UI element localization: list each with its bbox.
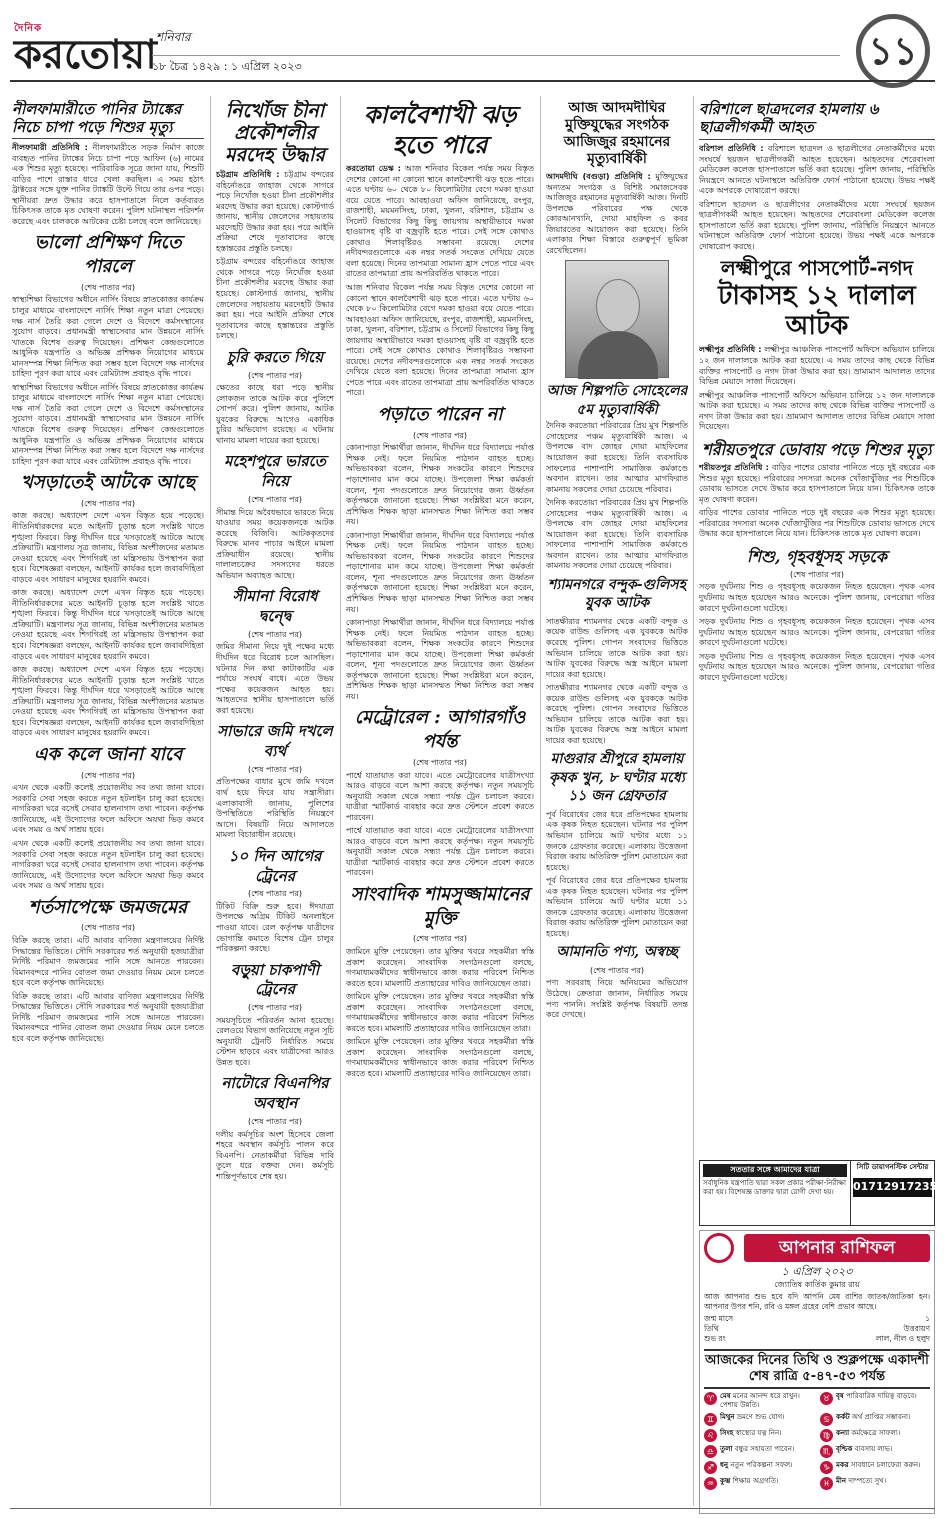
column-divider: [693, 96, 694, 1506]
article-shyamnagar: সাতক্ষীরার শ্যামনগর থেকে একটি বন্দুক ও কয়েক রাউন্ড গুলিসহ এক যুবককে আটক করেছে পুলিশ। গোপন সংবাদের ভিত্তিতে অভিযান চালিয়ে তাকে আটক করা হয়। আটক যুবকের বিরুদ্ধে অস্ত্র আইনে মামলা দায়ের করা হয়েছে।: [546, 616, 688, 679]
byline: আদমদীঘি (বগুড়া) প্রতিনিধি :: [546, 172, 651, 181]
headline-obituary[interactable]: আজ আদমদীঘির মুক্তিযুদ্ধের সংগঠক আজিজুর রহমানের মৃত্যুবার্ষিকী: [563, 100, 671, 167]
horoscope-title: আপনার রাশিফল: [744, 1234, 930, 1262]
headline-shimana[interactable]: সীমানা বিরোধ দ্বন্দ্বে: [232, 587, 318, 626]
sign-name: ধনু: [720, 1460, 729, 1469]
horoscope-banner: [700, 1231, 934, 1265]
column-divider: [540, 96, 541, 1506]
column-4: [546, 100, 688, 1505]
column-5: [699, 100, 935, 1155]
sign-text: সাবধানে চলাফেরা করুন।: [850, 1460, 921, 1469]
libra-icon: ♎: [704, 1445, 717, 1458]
article-text: নীলফামারীতে সড়ক নির্মাণ কাজে ব্যবহৃত পানির ট্যাঙ্কের নিচে চাপা পড়ে আফিন (৬) নামের এক শিশুর মৃত্যু হয়েছে। পারিবারিক সূত্রে জানা যায়, শিশুটি বাড়ির পাশে রাস্তার ধারে খেলা করছিল। এ সময় হঠাৎ ট্রাক্টরের সঙ্গে যুক্ত পানির ট্যাঙ্কটি উল্টে গিয়ে তার ওপর পড়ে। স্থানীয়রা দ্রুত উদ্ধার করে হাসপাতালে নিলে কর্তব্যরত চিকিৎসক তাকে মৃত ঘোষণা করেন। পুলিশ ঘটনাস্থল পরিদর্শন করেছে এবং চালককে আটকের চেষ্টা চলছে বলে জানিয়েছে।: [12, 143, 204, 226]
leo-icon: ♌: [704, 1429, 717, 1442]
sign-text: পারিবারিক দায়িত্ব বাড়বে।: [846, 1391, 917, 1400]
newspaper-logo: [14, 22, 157, 79]
article-barishal: [699, 144, 935, 197]
continued-label: (শেষ পাতার পর): [247, 889, 303, 899]
sign-item: [820, 1392, 930, 1410]
continued-label: (শেষ পাতার পর): [247, 1117, 303, 1127]
sign-name: কর্কট: [836, 1412, 850, 1421]
continued-label: (শেষ পাতার পর): [412, 757, 468, 767]
sign-name: কন্যা: [836, 1428, 850, 1437]
sign-text: নতুন পরিকল্পনা সফল।: [730, 1460, 793, 1469]
article-khosra: কাজ করছে। অধ্যাদেশ দেশে এখন বিস্তৃত হয়ে পড়েছে। নীতিনির্ধারকদের মতে আইনটি চূড়ান্ত হলে সংশ্লিষ্ট খাতে শৃঙ্খলা ফিরবে। কিন্তু দীর্ঘদিন ধরে খসড়াতেই আটকে আছে প্রক্রিয়াটি। মন্ত্রণালয় সূত্র জানায়, বিভিন্ন অংশীজনের মতামত নেওয়া হয়েছে এবং শিগগিরই তা মন্ত্রিসভায় উপস্থাপন করা হবে। বিশেষজ্ঞরা বলছেন, আইনটি কার্যকর হলে জবাবদিহিতা বাড়বে এবং সাধারণ মানুষের হয়রানি কমবে।: [12, 588, 204, 661]
continued-label: (শেষ পাতার পর): [412, 430, 468, 440]
scorpio-icon: ♏: [820, 1445, 833, 1458]
headline-borura[interactable]: বড়ুয়া চাকপাণী ট্রেনের: [230, 960, 320, 999]
sign-name: মিথুন: [720, 1412, 735, 1421]
article-ekkole: এখন থেকে একটি কলেই প্রয়োজনীয় সব তথ্য জানা যাবে। সরকারি সেবা সহজ করতে নতুন হটলাইন চালু করা হয়েছে। নাগরিকরা ঘরে বসেই সেবার হালনাগাদ তথ্য পাবেন। কর্তৃপক্ষ জানিয়েছে, এই উদ্যোগের ফলে অফিসে অযথা ভিড় কমবে এবং সময় ও অর্থ সাশ্রয় হবে।: [12, 838, 204, 891]
headline-churi[interactable]: চুরি করতে গিয়ে: [226, 347, 324, 366]
article-sangbadik: জামিনে মুক্তি পেয়েছেন। তার মুক্তির খবরে সহকর্মীরা স্বস্তি প্রকাশ করেছেন। সাংবাদিক সংগঠনগুলো বলছে, গণমাধ্যমকর্মীদের স্বাধীনভাবে কাজ করার পরিবেশ নিশ্চিত করতে হবে। মামলাটি প্রত্যাহারের দাবিও জানিয়েছেন তারা।: [346, 947, 534, 988]
logo-name: করতোয়া: [14, 31, 157, 79]
headline-laxmipur-line2[interactable]: টাকাসহ ১২ দালাল আটক: [718, 281, 916, 342]
headline-barishal[interactable]: বরিশালে ছাত্রদলের হামলায় ৬ ছাত্রলীগকর্মী আহত: [699, 100, 935, 140]
horoscope-date: ১ এপ্রিল ২০২৩: [781, 1265, 853, 1278]
sign-name: মেষ: [720, 1391, 731, 1400]
article-khosra: কাজ করছে। অধ্যাদেশ দেশে এখন বিস্তৃত হয়ে পড়েছে। নীতিনির্ধারকদের মতে আইনটি চূড়ান্ত হলে সংশ্লিষ্ট খাতে শৃঙ্খলা ফিরবে। কিন্তু দীর্ঘদিন ধরে খসড়াতেই আটকে আছে প্রক্রিয়াটি। মন্ত্রণালয় সূত্র জানায়, বিভিন্ন অংশীজনের মতামত নেওয়া হয়েছে এবং শিগগিরই তা মন্ত্রিসভায় উপস্থাপন করা হবে। বিশেষজ্ঞরা বলছেন, আইনটি কার্যকর হলে জবাবদিহিতা বাড়বে এবং সাধারণ মানুষের হয়রানি কমবে।: [12, 511, 204, 584]
horoscope-box: [699, 1230, 935, 1514]
horoscope-row: [704, 1314, 930, 1324]
headline-chinese-engineer[interactable]: নিখোঁজ চীনা প্রকৌশলীর মরদেহ উদ্ধার: [225, 100, 325, 166]
headline-nilphamari[interactable]: নীলফামারীতে পানির ট্যাঙ্কের নিচে চাপা পড়ে শিশুর মৃত্যু: [12, 100, 204, 139]
article-magura: পূর্ব বিরোধের জের ধরে প্রতিপক্ষের হামলায় এক কৃষক নিহত হয়েছেন। ঘটনার পর পুলিশ অভিযান চালিয়ে আট ঘণ্টার মধ্যে ১১ জনকে গ্রেফতার করেছে। এলাকায় উত্তেজনা বিরাজ করায় অতিরিক্ত পুলিশ মোতায়েন করা হয়েছে।: [546, 876, 688, 938]
aries-icon: ♈: [704, 1392, 717, 1405]
byline: বরিশাল প্রতিনিধি :: [699, 144, 764, 153]
headline-shishu[interactable]: শিশু, গৃহবধূসহ সড়কে: [747, 546, 887, 566]
sign-name: তুলা: [720, 1444, 733, 1453]
sign-text: বন্ধুর সহায়তা পাবেন।: [734, 1444, 795, 1453]
article-borura: সময়সূচিতে পরিবর্তন আনা হয়েছে। রেলওয়ে বিভাগ জানিয়েছে নতুন সূচি অনুযায়ী ট্রেনটি নির্ধারিত সময়ে স্টেশন ছাড়বে এবং যাত্রীসেবা আরও উন্নত হবে।: [216, 1015, 334, 1067]
article-churi: ক্ষেতের কাছে ধরা পড়ে স্থানীয় লোকজন তাকে আটক করে পুলিশে সোপর্দ করে। পুলিশ জানায়, আটক যুবকের বিরুদ্ধে আগেও একাধিক চুরির অভিযোগ রয়েছে। এ ঘটনায় থানায় মামলা দায়ের করা হয়েছে।: [216, 383, 334, 445]
column-divider: [340, 96, 341, 1506]
continued-label: (শেষ পাতার পর): [412, 934, 468, 944]
article-shyamnagar: সাতক্ষীরার শ্যামনগর থেকে একটি বন্দুক ও কয়েক রাউন্ড গুলিসহ এক যুবককে আটক করেছে পুলিশ। গোপন সংবাদের ভিত্তিতে অভিযান চালিয়ে তাকে আটক করা হয়। আটক যুবকের বিরুদ্ধে অস্ত্র আইনে মামলা দায়ের করা হয়েছে।: [546, 683, 688, 745]
taurus-icon: ♉: [820, 1392, 833, 1405]
article-shishu: সড়ক দুর্ঘটনায় শিশু ও গৃহবধূসহ কয়েকজন নিহত হয়েছেন। পৃথক এসব দুর্ঘটনায় আহত হয়েছেন আরও অনেকে। পুলিশ জানায়, বেপরোয়া গতির কারণে দুর্ঘটনাগুলো ঘটেছে।: [699, 617, 935, 648]
sign-text: স্বাস্থ্যের যত্ন নিন।: [735, 1428, 782, 1437]
article-10din: টিকিট বিক্রি শুরু হবে। ঈদযাত্রা উপলক্ষে অগ্রিম টিকিট অনলাইনে পাওয়া যাবে। রেল কর্তৃপক্ষ যাত্রীদের ভোগান্তি কমাতে বিশেষ ট্রেন চালুর পরিকল্পনা করছে।: [216, 901, 334, 954]
headline-ekkole[interactable]: এক কলে জানা যাবে: [33, 743, 183, 765]
footer-divider: [10, 1508, 935, 1509]
portrait-photo: [565, 260, 669, 378]
article-shariatpur: [699, 463, 935, 505]
row-label: তিথি: [704, 1323, 719, 1333]
article-porate: কোনাপাড়া শিক্ষার্থীরা জানান, দীর্ঘদিন ধরে বিদ্যালয়ে পর্যাপ্ত শিক্ষক নেই। ফলে নিয়মিত পাঠদান ব্যাহত হচ্ছে। অভিভাবকরা বলেন, শিক্ষক সংকটের কারণে শিশুদের পড়াশোনার মান কমে যাচ্ছে। উপজেলা শিক্ষা কর্মকর্তা বলেন, শূন্য পদগুলোতে দ্রুত নিয়োগের জন্য ঊর্ধ্বতন কর্তৃপক্ষকে জানানো হয়েছে। শিক্ষা সংশ্লিষ্টরা মনে করেন, প্রশিক্ষিত শিক্ষক ছাড়া মানসম্মত শিক্ষা নিশ্চিত করা সম্ভব নয়।: [346, 618, 534, 701]
sign-text: অর্থ প্রাপ্তির সম্ভাবনা।: [851, 1412, 911, 1421]
ad-contact-block: [850, 1161, 938, 1225]
article-text: বরিশালে ছাত্রদল ও ছাত্রলীগের নেতাকর্মীদের মধ্যে সংঘর্ষে ছয়জন ছাত্রলীগকর্মী আহত হয়েছেন। আহতদের শেরেবাংলা মেডিকেল কলেজ হাসপাতালে ভর্তি করা হয়েছে। পুলিশ জানায়, পরিস্থিতি নিয়ন্ত্রণে আনতে ঘটনাস্থলে অতিরিক্ত ফোর্স পাঠানো হয়েছে। উভয় পক্ষই একে অপরকে দোষারোপ করছে।: [699, 144, 935, 196]
article-obituary: [546, 172, 688, 256]
headline-valo[interactable]: ভালো প্রশিক্ষণ দিতে পারলে: [34, 232, 182, 278]
continued-label: (শেষ পাতার পর): [80, 282, 136, 292]
article-metro: পার্শ্বে যাতায়াত করা যাবে। এতে মেট্রোরেলের যাত্রীসংখ্যা আরও বাড়বে বলে আশা করছে কর্তৃপক্ষ। নতুন সময়সূচি অনুযায়ী সকাল থেকে সন্ধ্যা পর্যন্ত ট্রেন চলাচল করবে। যাত্রীরা স্মার্টকার্ড ব্যবহার করে দ্রুত স্টেশনে প্রবেশ করতে পারবেন।: [346, 826, 534, 878]
article-nator: দলীয় কর্মসূচির অংশ হিসেবে জেলা শহরে অবস্থান কর্মসূচি পালন করে বিএনপি। নেতাকর্মীরা বিভিন্ন দাবি তুলে ধরে বক্তব্য দেন। কর্মসূচি শান্তিপূর্ণভাবে শেষ হয়।: [216, 1129, 334, 1181]
sign-name: বৃষ: [836, 1391, 844, 1400]
sign-name: মকর: [836, 1460, 849, 1469]
horoscope-highlight: আজকের দিনের তিথি ও শুক্লপক্ষে একাদশী শেষ রাত্রি ৫-৪৭-৫৩ পর্যন্ত: [704, 1349, 930, 1389]
column-divider: [210, 96, 211, 1506]
horoscope-author: জ্যোতিষ কার্তিক কুমার রায়: [774, 1279, 860, 1289]
sign-item: [820, 1429, 930, 1442]
headline-shyamnagar[interactable]: শ্যামনগরে বন্দুক-গুলিসহ যুবক আটক: [548, 576, 686, 612]
article-ekkole: এখন থেকে একটি কলেই প্রয়োজনীয় সব তথ্য জানা যাবে। সরকারি সেবা সহজ করতে নতুন হটলাইন চালু করা হয়েছে। নাগরিকরা ঘরে বসেই সেবার হালনাগাদ তথ্য পাবেন। কর্তৃপক্ষ জানিয়েছে, এই উদ্যোগের ফলে অফিসে অযথা ভিড় কমবে এবং সময় ও অর্থ সাশ্রয় হবে।: [12, 783, 204, 835]
article-sangbadik: জামিনে মুক্তি পেয়েছেন। তার মুক্তির খবরে সহকর্মীরা স্বস্তি প্রকাশ করেছেন। সাংবাদিক সংগঠনগুলো বলছে, গণমাধ্যমকর্মীদের স্বাধীনভাবে কাজ করার পরিবেশ নিশ্চিত করতে হবে। মামলাটি প্রত্যাহারের দাবিও জানিয়েছেন তারা।: [346, 992, 534, 1033]
article-valo: স্বাস্থ্যশিক্ষা বিভাগের অধীনে নার্সিং বিষয়ে স্নাতকোত্তর কার্যক্রম চালুর মাধ্যমে বাংলাদেশে নার্সিং শিক্ষা নতুন মাত্রা পেয়েছে। দক্ষ নার্স তৈরি করা গেলে দেশে ও বিদেশে কর্মসংস্থানের সুযোগ বাড়বে। প্রধানমন্ত্রী স্বাস্থ্যসেবার মান উন্নয়নে নার্সিং খাতকে বিশেষ গুরুত্ব দিয়েছেন। প্রশিক্ষণ কেন্দ্রগুলোতে আধুনিক যন্ত্রপাতি ও অভিজ্ঞ প্রশিক্ষক নিয়োগের মাধ্যমে মানসম্পন্ন শিক্ষা নিশ্চিত করা সম্ভব হলে বিদেশে দক্ষ নার্সদের চাহিদা পূরণ করা যাবে এবং রেমিট্যান্স প্রবাহও বৃদ্ধি পাবে।: [12, 382, 204, 466]
article-valo: স্বাস্থ্যশিক্ষা বিভাগের অধীনে নার্সিং বিষয়ে স্নাতকোত্তর কার্যক্রম চালুর মাধ্যমে বাংলাদেশে নার্সিং শিক্ষা নতুন মাত্রা পেয়েছে। দক্ষ নার্স তৈরি করা গেলে দেশে ও বিদেশে কর্মসংস্থানের সুযোগ বাড়বে। প্রধানমন্ত্রী স্বাস্থ্যসেবার মান উন্নয়নে নার্সিং খাতকে বিশেষ গুরুত্ব দিয়েছেন। প্রশিক্ষণ কেন্দ্রগুলোতে আধুনিক যন্ত্রপাতি ও অভিজ্ঞ প্রশিক্ষক নিয়োগের মাধ্যমে মানসম্পন্ন শিক্ষা নিশ্চিত করা সম্ভব হলে বিদেশে দক্ষ নার্সদের চাহিদা পূরণ করা যাবে এবং রেমিট্যান্স প্রবাহও বৃদ্ধি পাবে।: [12, 295, 204, 379]
capricorn-icon: ♑: [820, 1461, 833, 1474]
header-divider: [10, 80, 935, 82]
logo-prefix: দৈনিক: [14, 23, 43, 34]
column-3: [346, 100, 534, 1505]
headline-kalbaishakhi[interactable]: কালবৈশাখী ঝড় হতে পারে: [363, 100, 517, 159]
ad-body: সর্বাধুনিক যন্ত্রপাতি দ্বারা সকল প্রকার পরীক্ষা-নিরীক্ষা করা হয়। বিশেষজ্ঞ ডাক্তার দ্বারা রোগী দেখা হয়।: [703, 1178, 846, 1196]
headline-porate[interactable]: পড়াতে পারেন না: [377, 404, 503, 426]
sign-item: [820, 1477, 930, 1490]
ad-clinic-name: সিটি ডায়াগনস্টিক সেন্টার: [856, 1163, 929, 1171]
photo-caption[interactable]: আজ শিল্পপতি সোহেলের ৫ম মৃত্যুবার্ষিকী: [546, 383, 688, 418]
portrait-body: [578, 331, 658, 379]
sagittarius-icon: ♐: [704, 1461, 717, 1474]
sign-text: কর্মক্ষেত্রে সাফল্য।: [851, 1428, 901, 1437]
horoscope-row: [704, 1334, 930, 1344]
virgo-icon: ♍: [820, 1429, 833, 1442]
sign-name: মীন: [836, 1476, 847, 1485]
headline-magura[interactable]: মাগুরার শ্রীপুরে হামলায় কৃষক খুন, ৮ ঘণ্টার মধ্যে ১১ জন গ্রেফতার: [549, 751, 685, 805]
article-khosra: কাজ করছে। অধ্যাদেশ দেশে এখন বিস্তৃত হয়ে পড়েছে। নীতিনির্ধারকদের মতে আইনটি চূড়ান্ত হলে সংশ্লিষ্ট খাতে শৃঙ্খলা ফিরবে। কিন্তু দীর্ঘদিন ধরে খসড়াতেই আটকে আছে প্রক্রিয়াটি। মন্ত্রণালয় সূত্র জানায়, বিভিন্ন অংশীজনের মতামত নেওয়া হয়েছে এবং শিগগিরই তা মন্ত্রিসভায় উপস্থাপন করা হবে। বিশেষজ্ঞরা বলছেন, আইনটি কার্যকর হলে জবাবদিহিতা বাড়বে এবং সাধারণ মানুষের হয়রানি কমবে।: [12, 665, 204, 738]
article-chinese: [216, 170, 334, 254]
sign-text: ভ্রমণে শুভ যোগ।: [736, 1412, 785, 1421]
article-shishu: সড়ক দুর্ঘটনায় শিশু ও গৃহবধূসহ কয়েকজন নিহত হয়েছেন। পৃথক এসব দুর্ঘটনায় আহত হয়েছেন আরও অনেকে। পুলিশ জানায়, বেপরোয়া গতির কারণে দুর্ঘটনাগুলো ঘটেছে।: [699, 651, 935, 682]
article-barishal: বরিশালে ছাত্রদল ও ছাত্রলীগের নেতাকর্মীদের মধ্যে সংঘর্ষে ছয়জন ছাত্রলীগকর্মী আহত হয়েছেন। আহতদের শেরেবাংলা মেডিকেল কলেজ হাসপাতালে ভর্তি করা হয়েছে। পুলিশ জানায়, পরিস্থিতি নিয়ন্ত্রণে আনতে ঘটনাস্থলে অতিরিক্ত ফোর্স পাঠানো হয়েছে। উভয় পক্ষই একে অপরকে দোষারোপ করছে।: [699, 199, 935, 251]
page-number-badge: ১১: [856, 14, 930, 88]
sign-item: [704, 1429, 814, 1442]
sign-text: ব্যবসায় লাভ।: [854, 1444, 893, 1453]
headline-10din[interactable]: ১০ দিন আগের ট্রেনের: [228, 846, 322, 885]
sign-item: [704, 1461, 814, 1474]
ad-phone-number[interactable]: 01712917235: [853, 1178, 932, 1197]
article-kalbaishakhi: আজ শনিবার বিকেল পর্যন্ত সময় বিস্তৃত দেশের কোনো না কোনো স্থানে কালবৈশাখী ঝড় হতে পারে। এতে ঘণ্টায় ৬০ থেকে ৮০ কিলোমিটার বেগে দমকা হাওয়া বয়ে যেতে পারে। আবহাওয়া অফিস জানিয়েছে, রংপুর, রাজশাহী, ময়মনসিংহ, ঢাকা, খুলনা, বরিশাল, চট্টগ্রাম ও সিলেট বিভাগের কিছু কিছু জায়গায় অস্থায়ীভাবে দমকা হাওয়াসহ বৃষ্টি বা বজ্রবৃষ্টি হতে পারে। সেই সঙ্গে কোথাও কোথাও শিলাবৃষ্টিরও সম্ভাবনা রয়েছে। দেশের নদীবন্দরগুলোকে এক নম্বর সতর্ক সংকেত দেখিয়ে যেতে বলা হয়েছে। দিনের তাপমাত্রা সামান্য হ্রাস পেতে পারে এবং রাতের তাপমাত্রা প্রায় অপরিবর্তিত থাকতে পারে।: [346, 283, 534, 398]
continued-label: (শেষ পাতার পর): [80, 498, 136, 508]
row-value: উত্তরায়ণ: [903, 1323, 930, 1333]
byline: করতোয়া ডেস্ক :: [346, 164, 401, 173]
continued-label: (শেষ পাতার পর): [789, 569, 845, 579]
headline-shariatpur[interactable]: শরীয়তপুরে ডোবায় পড়ে শিশুর মৃত্যু: [702, 439, 932, 459]
byline: লক্ষ্মীপুর প্রতিনিধি :: [699, 345, 762, 355]
continued-label: (শেষ পাতার পর): [247, 629, 303, 639]
article-shimana: জমির সীমানা নিয়ে দুই পক্ষের মধ্যে দীর্ঘদিন ধরে বিরোধ চলে আসছিল। ঘটনার দিন কথা কাটাকাটির এক পর্যায়ে সংঘর্ষ বাধে। এতে উভয় পক্ষের কয়েকজন আহত হয়। আহতদের স্থানীয় হাসপাতালে ভর্তি করা হয়েছে।: [216, 642, 334, 715]
sign-name: কুম্ভ: [720, 1476, 731, 1485]
continued-label: (শেষ পাতার পর): [247, 494, 303, 504]
sign-name: সিংহ: [720, 1428, 734, 1437]
headline-mohesh[interactable]: মহেশপুরে ভারতে নিয়ে: [224, 452, 326, 491]
sign-text: শিক্ষায় অগ্রগতি।: [732, 1476, 779, 1485]
row-value: ১: [925, 1313, 930, 1323]
row-label: জন্ম মাসে: [704, 1313, 734, 1323]
article-porate: কোনাপাড়া শিক্ষার্থীরা জানান, দীর্ঘদিন ধরে বিদ্যালয়ে পর্যাপ্ত শিক্ষক নেই। ফলে নিয়মিত পাঠদান ব্যাহত হচ্ছে। অভিভাবকরা বলেন, শিক্ষক সংকটের কারণে শিশুদের পড়াশোনার মান কমে যাচ্ছে। উপজেলা শিক্ষা কর্মকর্তা বলেন, শূন্য পদগুলোতে দ্রুত নিয়োগের জন্য ঊর্ধ্বতন কর্তৃপক্ষকে জানানো হয়েছে। শিক্ষা সংশ্লিষ্টরা মনে করেন, প্রশিক্ষিত শিক্ষক ছাড়া মানসম্মত শিক্ষা নিশ্চিত করা সম্ভব নয়।: [346, 443, 534, 527]
article-metro: পার্শ্বে যাতায়াত করা যাবে। এতে মেট্রোরেলের যাত্রীসংখ্যা আরও বাড়বে বলে আশা করছে কর্তৃপক্ষ। নতুন সময়সূচি অনুযায়ী সকাল থেকে সন্ধ্যা পর্যন্ত ট্রেন চলাচল করবে। যাত্রীরা স্মার্টকার্ড ব্যবহার করে দ্রুত স্টেশনে প্রবেশ করতে পারবেন।: [346, 770, 534, 822]
article-text: মুক্তিযুদ্ধের অন্যতম সংগঠক ও বিশিষ্ট সমাজসেবক আজিজুর রহমানের মৃত্যুবার্ষিকী আজ। দিনটি উপলক্ষে পরিবারের পক্ষ থেকে কোরআনখানি, দোয়া মাহফিল ও কবর জিয়ারতের আয়োজন করা হয়েছে। তিনি এলাকার শিক্ষা বিস্তারে গুরুত্বপূর্ণ ভূমিকা রেখেছিলেন।: [546, 172, 688, 255]
article-chinese: চট্টগ্রাম বন্দরের বহির্নোঙরে জাহাজ থেকে সাগরে পড়ে নিখোঁজ হওয়া চীনা প্রকৌশলীর মরদেহ উদ্ধার করা হয়েছে। কোস্টগার্ড জানায়, স্থানীয় জেলেদের সহায়তায় মরদেহটি উদ্ধার করা হয়। পরে আইনি প্রক্রিয়া শেষে দূতাবাসের কাছে হস্তান্তরের প্রস্তুতি চলছে।: [216, 257, 334, 341]
headline-amanot[interactable]: আমানতি পণ্য, অস্বচ্ছ: [556, 944, 678, 961]
headline-khosra[interactable]: খসড়াতেই আটকে আছে: [20, 472, 196, 494]
article-sohel: দৈনিক করতোয়া পরিবারের প্রিয় মুখ শিল্পপতি সোহেলের পঞ্চম মৃত্যুবার্ষিকী আজ। এ উপলক্ষে বাদ জোহর দোয়া মাহফিলের আয়োজন করা হয়েছে। তিনি ব্যবসায়িক সাফল্যের পাশাপাশি সামাজিক কর্মকাণ্ডে অবদান রাখেন। তার আত্মার মাগফিরাত কামনায় সকলের দোয়া চেয়েছে পরিবার।: [546, 421, 688, 494]
article-mohesh: সীমান্ত দিয়ে অবৈধভাবে ভারতে নিয়ে যাওয়ার সময় কয়েকজনকে আটক করেছে বিজিবি। আটককৃতদের বিরুদ্ধে মানব পাচার আইনে মামলা প্রক্রিয়াধীন রয়েছে। স্থানীয় দালালচক্রের সদস্যদের ধরতে অভিযান অব্যাহত আছে।: [216, 507, 334, 580]
byline: শরীয়তপুর প্রতিনিধি :: [699, 462, 769, 472]
article-sangbadik: জামিনে মুক্তি পেয়েছেন। তার মুক্তির খবরে সহকর্মীরা স্বস্তি প্রকাশ করেছেন। সাংবাদিক সংগঠনগুলো বলছে, গণমাধ্যমকর্মীদের স্বাধীনভাবে কাজ করার পরিবেশ নিশ্চিত করতে হবে। মামলাটি প্রত্যাহারের দাবিও জানিয়েছেন তারা।: [346, 1037, 534, 1079]
article-text: বাড়ির পাশের ডোবার পানিতে পড়ে দুই বছরের এক শিশুর মৃত্যু হয়েছে। পরিবারের সদস্যরা অনেক খোঁজাখুঁজির পর শিশুটিকে ডোবায় ভাসতে দেখে উদ্ধার করে হাসপাতালে নিয়ে যান। চিকিৎসক তাকে মৃত ঘোষণা করেন।: [699, 462, 935, 504]
sign-item: [704, 1392, 814, 1410]
pisces-icon: ♓: [820, 1477, 833, 1490]
article-nilphamari: [12, 143, 204, 227]
article-shishu: সড়ক দুর্ঘটনায় শিশু ও গৃহবধূসহ কয়েকজন নিহত হয়েছেন। পৃথক এসব দুর্ঘটনায় আহত হয়েছেন আরও অনেকে। পুলিশ জানায়, বেপরোয়া গতির কারণে দুর্ঘটনাগুলো ঘটেছে।: [699, 582, 935, 613]
header-date: ১৮ চৈত্র ১৪২৯ : ১ এপ্রিল ২০২৩: [152, 55, 840, 75]
sign-item: [704, 1413, 814, 1426]
byline: চট্টগ্রাম প্রতিনিধি :: [216, 170, 280, 179]
sign-item: [820, 1461, 930, 1474]
sign-item: [820, 1445, 930, 1458]
zodiac-wheel-icon: [704, 1233, 734, 1263]
article-sohel: দৈনিক করতোয়া পরিবারের প্রিয় মুখ শিল্পপতি সোহেলের পঞ্চম মৃত্যুবার্ষিকী আজ। এ উপলক্ষে বাদ জোহর দোয়া মাহফিলের আয়োজন করা হয়েছে। তিনি ব্যবসায়িক সাফল্যের পাশাপাশি সামাজিক কর্মকাণ্ডে অবদান রাখেন। তার আত্মার মাগফিরাত কামনায় সকলের দোয়া চেয়েছে পরিবার।: [546, 498, 688, 571]
aquarius-icon: ♒: [704, 1477, 717, 1490]
article-text: লক্ষ্মীপুর আঞ্চলিক পাসপোর্ট অফিসে অভিযান চালিয়ে ১২ জন দালালকে আটক করা হয়েছে। এ সময় তাদের কাছ থেকে বিভিন্ন ব্যক্তির পাসপোর্ট ও নগদ টাকা উদ্ধার করা হয়। ভ্রাম্যমাণ আদালত তাদের বিভিন্ন মেয়াদে সাজা দিয়েছেন।: [699, 345, 935, 387]
sign-item: [820, 1413, 930, 1426]
portrait-face: [596, 279, 640, 333]
continued-label: (শেষ পাতার পর): [80, 770, 136, 780]
headline-metro[interactable]: মেট্রোরেল : আগারগাঁও পর্যন্ত: [354, 707, 526, 753]
sign-text: দাম্পত্যে সুখ।: [848, 1476, 887, 1485]
article-text: চট্টগ্রাম বন্দরের বহির্নোঙরে জাহাজ থেকে সাগরে পড়ে নিখোঁজ হওয়া চীনা প্রকৌশলীর মরদেহ উদ্ধার করা হয়েছে। কোস্টগার্ড জানায়, স্থানীয় জেলেদের সহায়তায় মরদেহটি উদ্ধার করা হয়। পরে আইনি প্রক্রিয়া শেষে দূতাবাসের কাছে হস্তান্তরের প্রস্তুতি চলছে।: [216, 170, 334, 253]
continued-label: (শেষ পাতার পর): [247, 764, 303, 774]
continued-label: (শেষ পাতার পর): [80, 923, 136, 933]
horoscope-intro: আজ আপনার শুভ হবে যদি আপনি মেষ রাশির জাতক/জাতিকা হন। আপনার উপর শনি, রবি ও মঙ্গল গ্রহের বেশি প্রভাব আছে।: [704, 1292, 930, 1311]
headline-sangbadik[interactable]: সাংবাদিক শামসুজ্জামানের মুক্তি: [350, 883, 530, 929]
article-shorto: বিক্রি করছে তারা। এটি আবার বাণিজ্য মন্ত্রণালয়ের নির্দিষ্ট সিদ্ধান্তের ভিত্তিতে। সৌদি সরকারের শর্ত অনুযায়ী হজযাত্রীরা নির্দিষ্ট পরিমাণ জমজমের পানি সঙ্গে আনতে পারবেন। বিমানবন্দরে পানির বোতল জমা দেওয়ার নিয়ম মেনে চলতে হবে বলে কর্তৃপক্ষ জানিয়েছে।: [12, 991, 204, 1043]
zodiac-signs-grid: [700, 1392, 934, 1490]
advertisement[interactable]: [699, 1160, 938, 1226]
article-shorto: বিক্রি করছে তারা। এটি আবার বাণিজ্য মন্ত্রণালয়ের নির্দিষ্ট সিদ্ধান্তের ভিত্তিতে। সৌদি সরকারের শর্ত অনুযায়ী হজযাত্রীরা নির্দিষ্ট পরিমাণ জমজমের পানি সঙ্গে আনতে পারবেন। বিমানবন্দরে পানির বোতল জমা দেওয়ার নিয়ম মেনে চলতে হবে বলে কর্তৃপক্ষ জানিয়েছে।: [12, 936, 204, 988]
gemini-icon: ♊: [704, 1413, 717, 1426]
article-magura: পূর্ব বিরোধের জের ধরে প্রতিপক্ষের হামলায় এক কৃষক নিহত হয়েছেন। ঘটনার পর পুলিশ অভিযান চালিয়ে আট ঘণ্টার মধ্যে ১১ জনকে গ্রেফতার করেছে। এলাকায় উত্তেজনা বিরাজ করায় অতিরিক্ত পুলিশ মোতায়েন করা হয়েছে।: [546, 809, 688, 872]
sign-item: [704, 1445, 814, 1458]
row-value: লাল, নীল ও হলুদ: [875, 1333, 930, 1343]
column-1: [12, 100, 204, 1505]
headline-shorto[interactable]: শর্তসাপেক্ষে জমজমের: [28, 896, 188, 918]
horoscope-table: [700, 1312, 934, 1346]
sign-name: বৃশ্চিক: [836, 1444, 853, 1453]
horoscope-row: [704, 1324, 930, 1334]
article-amanot: পণ্য সরবরাহ নিয়ে অনিয়মের অভিযোগ উঠেছে। ক্রেতারা জানান, নির্ধারিত সময়ে পণ্য পাননি। সংশ্লিষ্ট কর্তৃপক্ষ বিষয়টি তদন্ত করে দেখছে।: [546, 978, 688, 1020]
headline-nator[interactable]: নাটোরে বিএনপির অবস্থান: [221, 1074, 329, 1113]
byline: নীলফামারী প্রতিনিধি :: [12, 143, 88, 152]
cancer-icon: ♋: [820, 1413, 833, 1426]
ad-tagline: সততার সঙ্গে আমাদের যাত্রা: [703, 1164, 847, 1177]
ad-text-block: [700, 1161, 850, 1225]
headline-savar[interactable]: সাভারে জমি দখলে ব্যর্থ: [217, 722, 333, 761]
sign-text: মনের আনন্দ ধরে রাখুন। পেশায় উন্নতি।: [720, 1391, 800, 1409]
column-2: [216, 100, 334, 1505]
article-porate: কোনাপাড়া শিক্ষার্থীরা জানান, দীর্ঘদিন ধরে বিদ্যালয়ে পর্যাপ্ত শিক্ষক নেই। ফলে নিয়মিত পাঠদান ব্যাহত হচ্ছে। অভিভাবকরা বলেন, শিক্ষক সংকটের কারণে শিশুদের পড়াশোনার মান কমে যাচ্ছে। উপজেলা শিক্ষা কর্মকর্তা বলেন, শূন্য পদগুলোতে দ্রুত নিয়োগের জন্য ঊর্ধ্বতন কর্তৃপক্ষকে জানানো হয়েছে। শিক্ষা সংশ্লিষ্টরা মনে করেন, প্রশিক্ষিত শিক্ষক ছাড়া মানসম্মত শিক্ষা নিশ্চিত করা সম্ভব নয়।: [346, 530, 534, 614]
sign-item: [704, 1477, 814, 1490]
masthead: [0, 0, 945, 98]
article-savar: প্রতিপক্ষের বাধার মুখে জমি দখলে ব্যর্থ হয়ে ফিরে যায় সন্ত্রাসীরা। এলাকাবাসী জানায়, পুলিশের উপস্থিতিতে পরিস্থিতি নিয়ন্ত্রণে আসে। বিষয়টি নিয়ে আদালতে মামলা বিচারাধীন রয়েছে।: [216, 777, 334, 840]
article-laxmipur: [699, 345, 935, 387]
row-label: শুভ রং: [704, 1333, 726, 1343]
headline-laxmipur-line1[interactable]: লক্ষ্মীপুরে পাসপোর্ট-নগদ: [720, 256, 914, 281]
continued-label: (শেষ পাতার পর): [247, 1003, 303, 1013]
article-kalbaishakhi: [346, 164, 534, 280]
article-shariatpur: বাড়ির পাশের ডোবার পানিতে পড়ে দুই বছরের এক শিশুর মৃত্যু হয়েছে। পরিবারের সদস্যরা অনেক খোঁজাখুঁজির পর শিশুটিকে ডোবায় ভাসতে দেখে উদ্ধার করে হাসপাতালে নিয়ে যান। চিকিৎসক তাকে মৃত ঘোষণা করেন।: [699, 508, 935, 539]
article-laxmipur: লক্ষ্মীপুর আঞ্চলিক পাসপোর্ট অফিসে অভিযান চালিয়ে ১২ জন দালালকে আটক করা হয়েছে। এ সময় তাদের কাছ থেকে বিভিন্ন ব্যক্তির পাসপোর্ট ও নগদ টাকা উদ্ধার করা হয়। ভ্রাম্যমাণ আদালত তাদের বিভিন্ন মেয়াদে সাজা দিয়েছেন।: [699, 390, 935, 432]
article-text: আজ শনিবার বিকেল পর্যন্ত সময় বিস্তৃত দেশের কোনো না কোনো স্থানে কালবৈশাখী ঝড় হতে পারে। এতে ঘণ্টায় ৬০ থেকে ৮০ কিলোমিটার বেগে দমকা হাওয়া বয়ে যেতে পারে। আবহাওয়া অফিস জানিয়েছে, রংপুর, রাজশাহী, ময়মনসিংহ, ঢাকা, খুলনা, বরিশাল, চট্টগ্রাম ও সিলেট বিভাগের কিছু কিছু জায়গায় অস্থায়ীভাবে দমকা হাওয়াসহ বৃষ্টি বা বজ্রবৃষ্টি হতে পারে। সেই সঙ্গে কোথাও কোথাও শিলাবৃষ্টিরও সম্ভাবনা রয়েছে। দেশের নদীবন্দরগুলোকে এক নম্বর সতর্ক সংকেত দেখিয়ে যেতে বলা হয়েছে। দিনের তাপমাত্রা সামান্য হ্রাস পেতে পারে এবং রাতের তাপমাত্রা প্রায় অপরিবর্তিত থাকতে পারে।: [346, 164, 534, 279]
continued-label: (শেষ পাতার পর): [247, 370, 303, 380]
header-day: শনিবার: [156, 30, 191, 44]
continued-label: (শেষ পাতার পর): [589, 965, 645, 975]
